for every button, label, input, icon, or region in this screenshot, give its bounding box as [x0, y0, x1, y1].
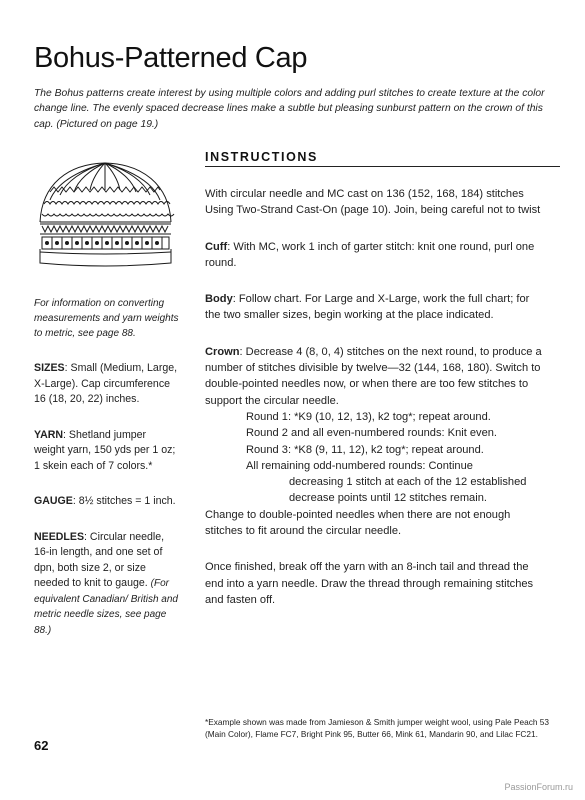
body-label: Body: [205, 293, 233, 306]
gauge-text: : 8½ stitches = 1 inch.: [72, 495, 176, 507]
body-text: : Follow chart. For Large and X-Large, work the full chart; for the two smaller sizes, begin working at the place indicated.: [205, 293, 530, 322]
change-needles-paragraph: Change to double-pointed needles when there are not enough stitches to fit around the circular needle.: [205, 508, 511, 538]
sizes-block: [34, 361, 179, 408]
cuff-label: Cuff: [205, 240, 228, 253]
yarn-block: [34, 428, 179, 475]
sidebar-column: [34, 296, 179, 658]
gauge-label: GAUGE: [34, 495, 73, 507]
yarn-footnote: *Example shown was made from Jamieson & Smith jumper weight wool, using Pale Peach 53 (Main Color), Flame FC7, Bright Pink 95, Butter 66, Mink 61, Mandarin 90, and Lilac FC21.: [205, 717, 550, 740]
needles-text: : Circular needle, 16-in length, and one set of dpn, both size 2, or size needed to knit to gauge.: [34, 530, 165, 589]
cap-illustration: [28, 160, 183, 268]
page-title: Bohus-Patterned Cap: [34, 42, 308, 74]
finish-paragraph: Once finished, break off the yarn with an 8-inch tail and thread the end into a yarn needle. Draw the thread through remaining stitches and fasten off.: [205, 561, 534, 606]
yarn-label: YARN: [34, 428, 64, 441]
cuff-text: : With MC, work 1 inch of garter stitch: knit one round, purl one round.: [205, 240, 535, 269]
needles-block: [34, 530, 179, 639]
intro-text: The Bohus patterns create interest by using multiple colors and adding purl stitches to create texture at the color change line. The evenly spaced decrease lines make a subtle but pleasing sunburst pattern on the crown of this cap. (Pictured on page 19.): [34, 88, 545, 130]
crown-label: Crown: [205, 345, 240, 358]
odd-rounds-line: All remaining odd-numbered rounds: Continue: [246, 459, 473, 472]
sizes-label: SIZES: [34, 362, 65, 374]
cuff-paragraph: [205, 239, 545, 272]
instructions-heading: INSTRUCTIONS: [205, 150, 560, 167]
body-paragraph: [205, 291, 545, 324]
cast-on-paragraph: With circular needle and MC cast on 136 (152, 168, 184) stitches Using Two-Strand Cast-On (page 10). Join, being careful not to twist: [205, 188, 541, 217]
instructions-body: [205, 186, 545, 628]
round-1-line: Round 1: *K9 (10, 12, 13), k2 tog*; repeat around.: [246, 410, 491, 423]
gauge-block: [34, 494, 179, 510]
round-3-line: Round 3: *K8 (9, 11, 12), k2 tog*; repeat around.: [246, 443, 484, 456]
needles-label: NEEDLES: [34, 530, 85, 543]
yarn-text: : Shetland jumper weight yarn, 150 yds per 1 oz; 1 skein each of 7 colors.*: [34, 428, 176, 472]
sizes-text: : Small (Medium, Large, X-Large). Cap circumference 16 (18, 20, 22) inches.: [34, 362, 178, 405]
crown-paragraph: [205, 344, 545, 409]
conversion-note: For information on converting measurements and yarn weights to metric, see page 88.: [34, 298, 179, 339]
crown-text: : Decrease 4 (8, 0, 4) stitches on the next round, to produce a number of stitches divisible by twelve—32 (144, 168, 180). Switch to double-pointed needles now, or when there are too few stitches to support the circular needle.: [205, 345, 542, 407]
needles-note: (For equivalent Canadian/ British and metric needle sizes, see page 88.): [34, 578, 178, 636]
page-number: 62: [34, 738, 49, 753]
round-2-line: Round 2 and all even-numbered rounds: Knit even.: [246, 427, 498, 440]
watermark: PassionForum.ru: [504, 782, 573, 792]
odd-rounds-continued: decreasing 1 stitch at each of the 12 established decrease points until 12 stitches remain.: [289, 476, 527, 505]
